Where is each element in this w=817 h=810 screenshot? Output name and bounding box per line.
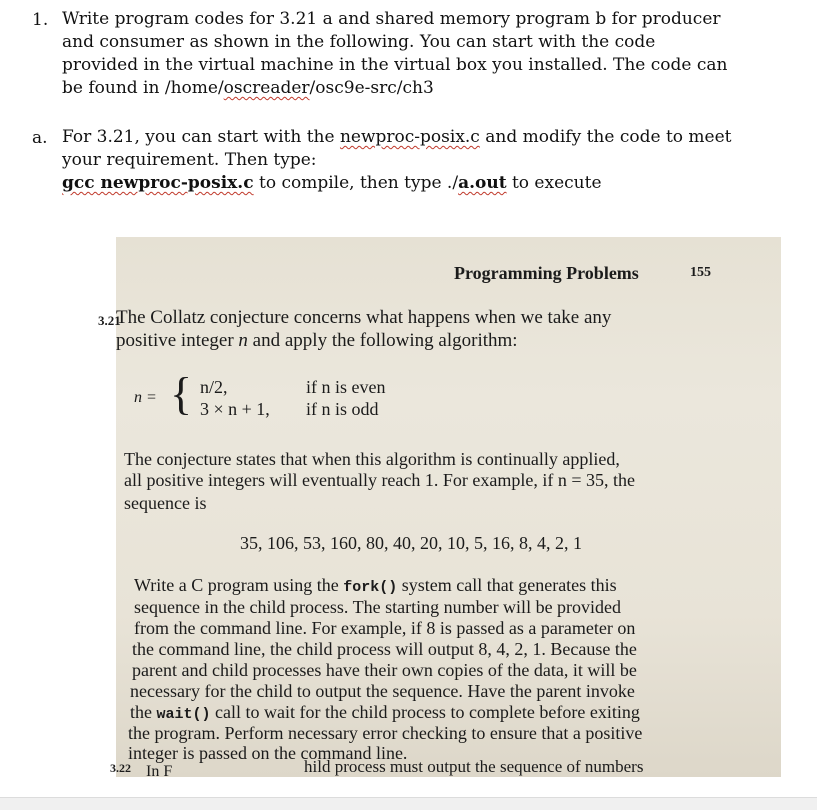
case1-expr: n/2, bbox=[200, 377, 228, 397]
book-header: Programming Problems bbox=[454, 263, 639, 283]
para2-line: The conjecture states that when this algorithm is continually applied, bbox=[124, 449, 620, 469]
textbook-photo bbox=[98, 237, 781, 780]
next-problem-number: 3.22 bbox=[110, 761, 131, 775]
para3-line: parent and child processes have their own copies of the data, it will be bbox=[132, 660, 637, 680]
text-line: your requirement. Then type: bbox=[62, 150, 317, 170]
aout-command: a.out bbox=[458, 173, 507, 193]
bottom-bar bbox=[0, 797, 817, 810]
item-1-text bbox=[62, 8, 762, 100]
case1-cond: if n is even bbox=[306, 377, 386, 397]
text-line: Write program codes for 3.21 a and shared memory program b for producer bbox=[62, 9, 721, 29]
para3-line: the wait() call to wait for the child process to complete before exiting bbox=[130, 702, 640, 723]
para3-line: the command line, the child process will output 8, 4, 2, 1. Because the bbox=[132, 639, 637, 659]
compile-command: gcc newproc-posix.c bbox=[62, 173, 254, 193]
item-a-text bbox=[62, 126, 762, 195]
spellcheck-word: oscreader bbox=[223, 78, 310, 98]
brace-icon: { bbox=[170, 368, 193, 419]
collatz-sequence: 35, 106, 53, 160, 80, 40, 20, 10, 5, 16, 8, 4, 2, 1 bbox=[240, 533, 582, 553]
item-number: 1. bbox=[32, 10, 49, 30]
problem-number: 3.21 bbox=[98, 313, 121, 328]
text-line: gcc newproc-posix.c to compile, then type ./a.out to execute bbox=[62, 173, 602, 193]
para2-line: all positive integers will eventually reach 1. For example, if n = 35, the bbox=[124, 470, 636, 490]
para2-line: sequence is bbox=[124, 493, 207, 513]
para3-line: from the command line. For example, if 8 is passed as a parameter on bbox=[134, 618, 636, 638]
para3-line: sequence in the child process. The starting number will be provided bbox=[134, 597, 622, 617]
para3-line: integer is passed on the command line. bbox=[128, 743, 408, 763]
text-line: be found in /home/oscreader/osc9e-src/ch3 bbox=[62, 78, 434, 98]
text-line: and consumer as shown in the following. You can start with the code bbox=[62, 32, 656, 52]
case2-cond: if n is odd bbox=[306, 399, 379, 419]
text-line: provided in the virtual machine in the virtual box you installed. The code can bbox=[62, 55, 728, 75]
para3-line: necessary for the child to output the sequence. Have the parent invoke bbox=[130, 681, 635, 701]
next-problem-fragment: In F bbox=[146, 763, 173, 780]
intro-line: positive integer n and apply the following algorithm: bbox=[116, 330, 518, 351]
cut-off-line: hild process must output the sequence of numbers bbox=[304, 757, 644, 776]
para3-line: the program. Perform necessary error checking to ensure that a positive bbox=[128, 723, 643, 743]
intro-line: The Collatz conjecture concerns what happens when we take any bbox=[116, 307, 612, 328]
book-page-number: 155 bbox=[690, 265, 711, 280]
item-letter: a. bbox=[32, 128, 48, 148]
formula-lhs: n = bbox=[134, 389, 157, 406]
para3-line: Write a C program using the fork() system call that generates this bbox=[134, 575, 617, 596]
spellcheck-word: newproc-posix.c bbox=[339, 127, 480, 147]
text-line: For 3.21, you can start with the newproc-posix.c and modify the code to meet bbox=[62, 127, 732, 147]
case2-expr: 3 × n + 1, bbox=[200, 399, 270, 419]
